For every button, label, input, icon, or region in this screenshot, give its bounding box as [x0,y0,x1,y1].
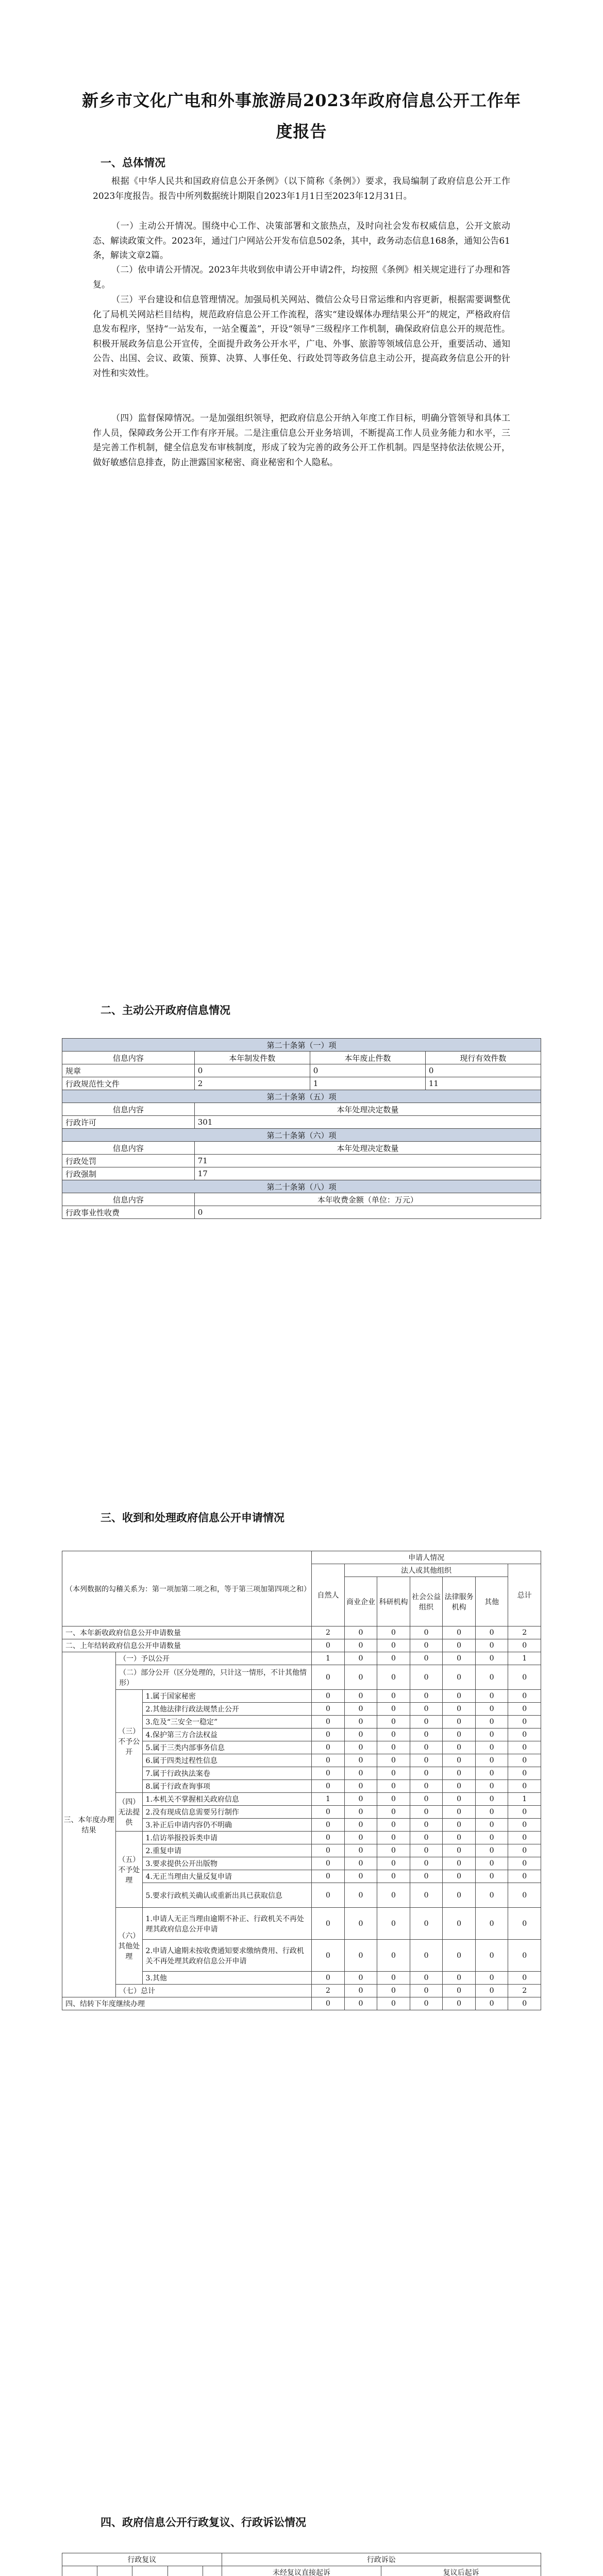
table-cell: 0 [443,1819,476,1832]
col-group-header: 申请人情况 [312,1551,541,1564]
table-cell: 0 [475,1690,508,1703]
table-cell: 0 [508,1754,541,1767]
s1-para-5: （四）监督保障情况。一是加强组织领导，把政府信息公开纳入年度工作目标，明确分管领导和具体工作人员，保障政务公开工作有序开展。二是注重信息公开业务培训，不断提高工作人员业务能力和水平，三是完善工作机制，健全信息发布审核制度，形成了较为完善的政务公开工作机制。四是坚持依法依规公开，做好敏感信息排查，防止泄露国家秘密、商业秘密和个人隐私。 [93,413,510,468]
table-cell: 0 [475,1806,508,1819]
table-cell: 0 [508,1806,541,1819]
table-cell: 0 [508,1883,541,1908]
table-cell: 0 [508,1997,541,2010]
table-cell: 行政强制 [62,1167,195,1180]
row-label: 4.保护第三方合法权益 [142,1728,312,1741]
table-row [62,1690,541,1703]
col-header: 本年废止件数 [310,1052,425,1064]
table-cell: 0 [508,1832,541,1844]
table-cell: 0 [312,1639,345,1652]
table-cell: 0 [475,1767,508,1780]
table-cell: 0 [344,1806,377,1819]
table-cell: 0 [410,1741,443,1754]
table-cell: 0 [508,1728,541,1741]
col-group-header: 复议后起诉 [381,2566,541,2576]
table-cell: 0 [312,1832,345,1844]
table-cell: 0 [443,1652,476,1665]
row-label: 4.无正当理由大量反复申请 [142,1870,312,1883]
table-cell: 0 [475,1908,508,1940]
table-cell: 0 [410,1870,443,1883]
table-cell: 0 [410,1806,443,1819]
row-label: 3.要求提供公开出版物 [142,1857,312,1870]
row-label: （一）予以公开 [116,1652,312,1665]
col-header: 信息内容 [62,1193,195,1206]
table-cell: 0 [377,1690,410,1703]
col-header: 现行有效件数 [425,1052,541,1064]
table-cell: 0 [475,1652,508,1665]
table-cell: 0 [443,1741,476,1754]
row-label: 四、结转下年度继续办理 [62,1997,312,2010]
section-4-heading: 四、政府信息公开行政复议、行政诉讼情况 [100,2516,306,2529]
row-subgroup-label: （四）无法提供 [116,1793,142,1832]
table-cell: 0 [377,1883,410,1908]
table-cell: 0 [508,1665,541,1690]
table-cell: 0 [410,1985,443,1997]
table-cell: 规章 [62,1064,195,1077]
table-cell: 0 [344,1652,377,1665]
s1-para-2: （一）主动公开情况。围绕中心工作、决策部署和文旅热点，及时向社会发布权威信息，公开文旅动态、解读政策文件。2023年，通过门户网站公开发布信息502条，其中，政务动态信息168条，通知公告61条，解读文章2篇。 [93,221,510,261]
table-cell: 2 [508,1985,541,1997]
table-cell: 0 [377,1972,410,1985]
table-cell: 0 [475,1626,508,1639]
table-cell: 0 [377,1716,410,1728]
table-cell: 0 [508,1972,541,1985]
row-label: 1.信访举报投诉类申请 [142,1832,312,1844]
table-cell: 0 [377,1819,410,1832]
table-cell: 行政事业性收费 [62,1206,195,1219]
table-cell: 0 [344,1857,377,1870]
table-cell: 0 [475,1985,508,1997]
table-cell: 0 [475,1819,508,1832]
row-label: 二、上年结转政府信息公开申请数量 [62,1639,312,1652]
report-title: 新乡市文化广电和外事旅游局2023年政府信息公开工作年度报告 [81,91,522,141]
table-cell: 1 [310,1077,425,1090]
table-cell: 0 [344,1728,377,1741]
col-header: 本年处理决定数量 [194,1142,541,1155]
table-cell: 0 [344,1716,377,1728]
table-cell: 0 [410,1819,443,1832]
table-row [62,1652,541,1665]
table-cell: 0 [377,1793,410,1806]
table-cell: 0 [410,1665,443,1690]
table-cell: 0 [508,1741,541,1754]
table-cell: 0 [475,1857,508,1870]
table-cell: 0 [344,1767,377,1780]
table-cell: 0 [312,1870,345,1883]
table-cell: 17 [194,1167,541,1180]
table-cell: 0 [377,1985,410,1997]
table-cell: 0 [344,1690,377,1703]
table-row [62,1639,541,1652]
band-20-6: 第二十条第（六）项 [62,1129,541,1142]
table-cell: 0 [377,1767,410,1780]
row-label: 6.属于四类过程性信息 [142,1754,312,1767]
table-cell: 0 [312,1754,345,1767]
table-cell: 0 [475,1793,508,1806]
row-subgroup-label: （五）不予处理 [116,1832,142,1908]
table-cell: 1 [508,1652,541,1665]
table-cell: 0 [410,1639,443,1652]
table-cell: 0 [410,1940,443,1972]
table-cell: 0 [443,1908,476,1940]
table-cell: 2 [194,1077,310,1090]
table-cell: 0 [443,1728,476,1741]
row-label: 5.要求行政机关确认或重新出具已获取信息 [142,1883,312,1908]
col-header [97,2566,132,2576]
table-row [62,1626,541,1639]
table-cell: 0 [377,1728,410,1741]
table-cell: 0 [377,1626,410,1639]
table-cell: 0 [443,1703,476,1716]
row-label: 3.危及“三安全一稳定” [142,1716,312,1728]
table-cell: 0 [508,1870,541,1883]
table-cell: 0 [344,1639,377,1652]
row-label: 2.重复申请 [142,1844,312,1857]
row-label: 1.申请人无正当理由逾期不补正、行政机关不再处理其政府信息公开申请 [142,1908,312,1940]
table-cell: 0 [410,1780,443,1793]
table-cell: 0 [344,1665,377,1690]
col-header: 科研机构 [377,1577,410,1626]
table-cell: 0 [312,1741,345,1754]
section-1-heading: 一、总体情况 [100,156,165,169]
table-cell: 0 [377,1703,410,1716]
table-cell: 0 [508,1639,541,1652]
row-label: 1.属于国家秘密 [142,1690,312,1703]
table-cell: 0 [443,1997,476,2010]
table-cell: 0 [443,1716,476,1728]
table-cell: 0 [443,1832,476,1844]
table-cell: 0 [312,1780,345,1793]
table-cell: 71 [194,1155,541,1167]
table-cell: 0 [377,1639,410,1652]
table-cell: 0 [312,1883,345,1908]
row-label: 3.其他 [142,1972,312,1985]
table-cell: 0 [443,1754,476,1767]
col-header: 商业企业 [344,1577,377,1626]
table-cell: 0 [410,1690,443,1703]
table-cell: 0 [410,1754,443,1767]
table-cell: 0 [508,1703,541,1716]
table-cell: 0 [312,1690,345,1703]
table-row [62,1997,541,2010]
table-cell: 0 [410,1908,443,1940]
table-cell: 0 [312,1665,345,1690]
table-cell: 0 [344,1832,377,1844]
table-cell: 1 [312,1793,345,1806]
table-cell: 0 [312,1908,345,1940]
table-cell: 0 [312,1716,345,1728]
table-cell: 0 [312,1767,345,1780]
application-table [62,1551,541,2010]
review-litigation-table [62,2553,541,2576]
table-cell: 0 [475,1832,508,1844]
row-label: 8.属于行政查询事项 [142,1780,312,1793]
table-cell: 0 [344,1972,377,1985]
table-cell: 0 [344,1985,377,1997]
col-header: 总计 [508,1564,541,1626]
row-label: 2.其他法律行政法规禁止公开 [142,1703,312,1716]
table-cell: 0 [508,1690,541,1703]
table-cell: 0 [344,1780,377,1793]
table-cell: 0 [443,1639,476,1652]
table-cell: 1 [312,1652,345,1665]
table-cell: 0 [312,1703,345,1716]
table-cell: 0 [410,1703,443,1716]
table-cell: 0 [410,1883,443,1908]
table-cell: 0 [312,1940,345,1972]
table-cell: 0 [475,1844,508,1857]
table-cell: 0 [475,1665,508,1690]
table-cell: 0 [475,1972,508,1985]
table-row [62,1793,541,1806]
table-cell: 行政许可 [62,1116,195,1129]
section-2-heading: 二、主动公开政府信息情况 [100,1004,230,1016]
table-cell: 0 [443,1940,476,1972]
table-cell: 0 [443,1844,476,1857]
table-cell: 0 [508,1716,541,1728]
table-cell: 2 [508,1626,541,1639]
table-cell: 0 [443,1870,476,1883]
table-cell: 0 [344,1908,377,1940]
table-cell: 0 [312,1857,345,1870]
table-cell: 0 [344,1844,377,1857]
table-cell: 0 [377,1741,410,1754]
band-20-8: 第二十条第（八）项 [62,1180,541,1193]
table-cell: 0 [194,1064,310,1077]
table-cell: 0 [312,1997,345,2010]
table-cell: 0 [344,1819,377,1832]
table-cell: 0 [475,1728,508,1741]
table-cell: 0 [475,1741,508,1754]
table-cell: 0 [377,1780,410,1793]
table-cell: 0 [410,1767,443,1780]
table-cell: 0 [410,1832,443,1844]
s1-para-3: （二）依申请公开情况。2023年共收到依申请公开申请2件，均按照《条例》相关规定进行了办理和答复。 [93,265,510,290]
section-3-heading: 三、收到和处理政府信息公开申请情况 [100,1511,284,1524]
table-cell: 0 [344,1703,377,1716]
table-cell: 0 [443,1883,476,1908]
table-cell: 0 [410,1844,443,1857]
col-header: 信息内容 [62,1142,195,1155]
table-row [62,1665,541,1690]
row-label: 一、本年新收政府信息公开申请数量 [62,1626,312,1639]
table-cell: 0 [344,1793,377,1806]
table-cell: 0 [425,1064,541,1077]
row-label: 5.属于三类内部事务信息 [142,1741,312,1754]
table-cell: 0 [410,1728,443,1741]
table-cell: 0 [344,1626,377,1639]
row-subgroup-label: （六）其他处理 [116,1908,142,1985]
table-cell: 0 [344,1741,377,1754]
table-cell: 0 [475,1997,508,2010]
table-cell: 0 [443,1806,476,1819]
table-cell: 0 [410,1972,443,1985]
col-group-header: 行政诉讼 [222,2553,541,2566]
table-cell: 0 [377,1806,410,1819]
row-group-label: 三、本年度办理结果 [62,1652,116,1997]
table-cell: 2 [312,1626,345,1639]
table-cell: 0 [508,1767,541,1780]
s1-para-4: （三）平台建设和信息管理情况。加强局机关网站、微信公众号日常运维和内容更新，根据需要调整优化了局机关网站栏目结构，规范政府信息公开工作流程，落实“建设媒体办理结果公开”的规定，严格政府信息发布程序，坚持“一站发布，一站全覆盖”，开设“领导”三级程序工作机制，确保政府信息公开的规范性。积极开展政务信息公开宣传，全面提升政务公开水平，广电、外事、旅游等领域信息公开，重要活动、通知公告、出国、会议、政策、预算、决算、人事任免、行政处罚等政务信息主动公开，提高政务信息公开的针对性和实效性。 [93,295,510,379]
table-cell: 0 [377,1652,410,1665]
col-header [132,2566,167,2576]
table-cell: 0 [312,1844,345,1857]
table-cell: 0 [377,1832,410,1844]
table-cell: 0 [508,1819,541,1832]
table-cell: 0 [508,1857,541,1870]
row-label: 2.没有现成信息需要另行制作 [142,1806,312,1819]
table-cell: 0 [312,1728,345,1741]
col-group-header: 法人或其他组织 [344,1564,508,1577]
table-cell: 0 [310,1064,425,1077]
table-cell: 0 [377,1754,410,1767]
table-cell: 0 [508,1940,541,1972]
row-label: （二）部分公开（区分处理的，只计这一情形，不计其他情形） [116,1665,312,1690]
table-cell: 0 [443,1793,476,1806]
table-cell: 0 [410,1857,443,1870]
table-corner-note: （本列数据的勾稽关系为：第一项加第二项之和，等于第三项加第四项之和） [62,1551,312,1626]
table-cell: 0 [377,1940,410,1972]
table-row [62,1832,541,1844]
table-cell: 行政规范性文件 [62,1077,195,1090]
table-cell: 0 [508,1844,541,1857]
table-cell: 0 [443,1857,476,1870]
table-cell: 0 [377,1908,410,1940]
table-cell: 0 [410,1716,443,1728]
table-cell: 0 [475,1754,508,1767]
table-cell: 0 [443,1626,476,1639]
col-group-header: 未经复议直接起诉 [222,2566,381,2576]
table-cell: 0 [410,1626,443,1639]
col-header: 信息内容 [62,1103,195,1116]
table-cell: 0 [508,1908,541,1940]
table-cell: 0 [443,1690,476,1703]
col-header: 本年处理决定数量 [194,1103,541,1116]
table-cell: 0 [508,1780,541,1793]
col-header [167,2566,203,2576]
table-cell: 0 [344,1940,377,1972]
table-cell: 0 [344,1883,377,1908]
col-group-header: 行政复议 [62,2553,222,2566]
table-cell: 0 [475,1940,508,1972]
table-cell: 0 [410,1652,443,1665]
table-cell: 0 [475,1716,508,1728]
table-cell: 0 [194,1206,541,1219]
table-cell: 0 [312,1819,345,1832]
table-cell: 0 [443,1767,476,1780]
row-subgroup-label: （三）不予公开 [116,1690,142,1793]
s1-para-1: 根据《中华人民共和国政府信息公开条例》（以下简称《条例》）要求，我局编制了政府信息公开工作2023年度报告。报告中所列数据统计期限自2023年1月1日至2023年12月31日。 [93,176,510,201]
table-cell: 0 [443,1972,476,1985]
application-table-body [62,1626,541,2010]
table-cell: 0 [475,1639,508,1652]
table-cell: 0 [410,1793,443,1806]
table-cell: 2 [312,1985,345,1997]
table-row [62,1985,541,1997]
row-label: 1.本机关不掌握相关政府信息 [142,1793,312,1806]
table-cell: 0 [312,1806,345,1819]
row-label: （七）总计 [116,1985,312,1997]
col-header: 自然人 [312,1564,345,1626]
table-cell: 0 [344,1870,377,1883]
table-cell: 0 [377,1997,410,2010]
row-label: 3.补正后申请内容仍不明确 [142,1819,312,1832]
row-label: 7.属于行政执法案卷 [142,1767,312,1780]
col-header [203,2566,222,2576]
table-cell: 0 [312,1972,345,1985]
table-cell: 0 [377,1870,410,1883]
col-header: 法律服务机构 [443,1577,476,1626]
active-disclosure-table [62,1038,541,1219]
table-cell: 0 [344,1997,377,2010]
row-label: 2.申请人逾期未按收费通知要求缴纳费用、行政机关不再处理其政府信息公开申请 [142,1940,312,1972]
col-header: 社会公益组织 [410,1577,443,1626]
table-cell: 0 [475,1780,508,1793]
table-cell: 0 [377,1857,410,1870]
band-20-1: 第二十条第（一）项 [62,1039,541,1052]
col-header: 其他 [475,1577,508,1626]
col-header [62,2566,97,2576]
table-cell: 0 [344,1754,377,1767]
table-cell: 0 [377,1844,410,1857]
table-cell: 0 [475,1883,508,1908]
table-cell: 0 [410,1997,443,2010]
table-row [62,1908,541,1940]
table-cell: 0 [475,1703,508,1716]
table-cell: 行政处罚 [62,1155,195,1167]
band-20-5: 第二十条第（五）项 [62,1090,541,1103]
table-cell: 0 [443,1780,476,1793]
table-cell: 1 [508,1793,541,1806]
table-cell: 0 [443,1665,476,1690]
table-cell: 0 [475,1870,508,1883]
table-cell: 0 [443,1985,476,1997]
col-header: 本年收费金额（单位：万元） [194,1193,541,1206]
table-cell: 0 [377,1665,410,1690]
table-cell: 11 [425,1077,541,1090]
table-cell: 301 [194,1116,541,1129]
col-header: 信息内容 [62,1052,195,1064]
col-header: 本年制发件数 [194,1052,310,1064]
